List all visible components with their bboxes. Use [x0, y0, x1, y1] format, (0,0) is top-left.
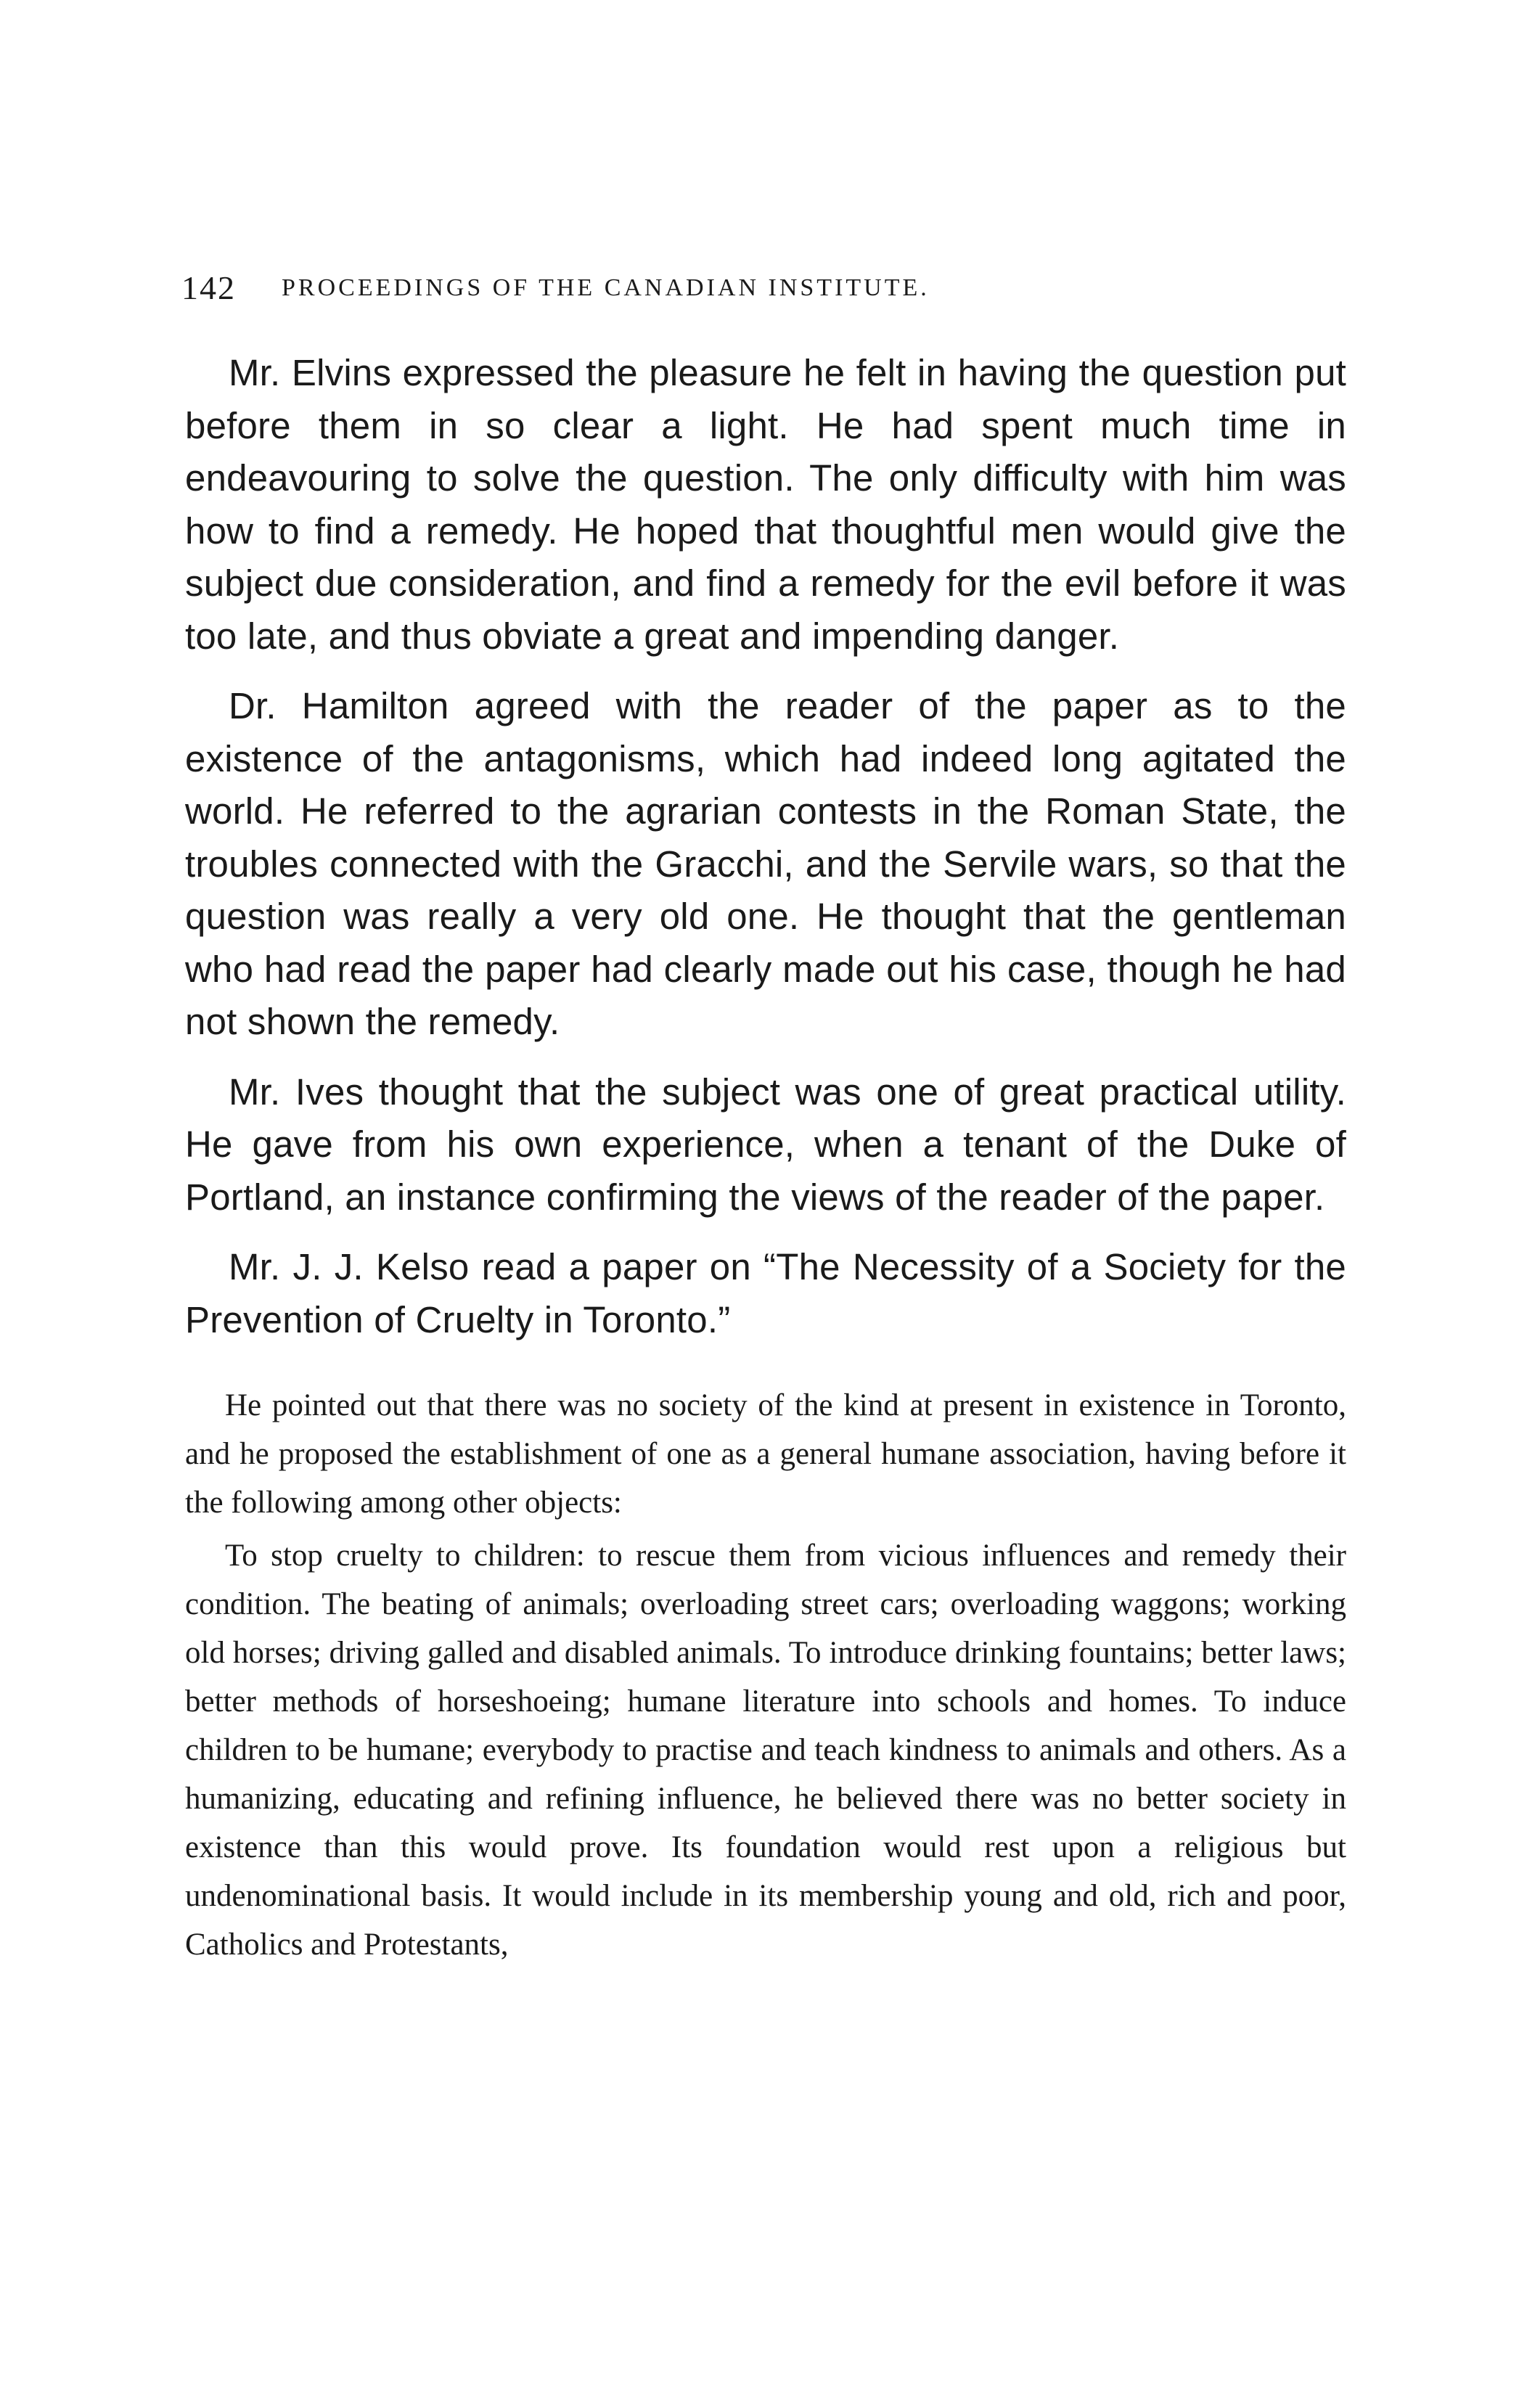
paragraph-kelso: Mr. J. J. Kelso read a paper on “The Necessity of a Society for the Prevention of Cruelty in Toronto.” [185, 1246, 1346, 1340]
section-gap [185, 1364, 1346, 1381]
paper-summary-paragraph-1: He pointed out that there was no society of the kind at present in existence in Toronto, and he proposed the establishment of one as a general humane association, having before it the following among other objects: [185, 1388, 1346, 1520]
page-number: 142 [181, 269, 236, 306]
running-head: PROCEEDINGS OF THE CANADIAN INSTITUTE. [282, 274, 930, 301]
paragraph-elvins: Mr. Elvins expressed the pleasure he felt in having the question put before them in so clear a light. He had spent much time in endeavouring to solve the question. The only difficulty with him was how to find a remedy. He hoped that thoughtful men would give the subject due consideration, and find a remedy for the evil before it was too late, and thus obviate a great and impending danger. [185, 352, 1346, 657]
paragraph-hamilton: Dr. Hamilton agreed with the reader of the paper as to the existence of the antagonisms, which had indeed long agitated the world. He referred to the agrarian contests in the Roman State, the troubles connected with the Gracchi, and the Servile wars, so that the question was really a very old one. He thought that the gentleman who had read the paper had clearly made out his case, though he had not shown the remedy. [185, 685, 1346, 1042]
paragraph-ives: Mr. Ives thought that the subject was one of great practical utility. He gave from his own experience, when a tenant of the Duke of Portland, an instance confirming the views of the reader of the paper. [185, 1070, 1346, 1218]
page-body [185, 347, 1346, 1973]
page-header [181, 269, 1350, 312]
paper-summary-paragraph-2: To stop cruelty to children: to rescue them from vicious influences and remedy their condition. The beating of animals; overloading street cars; overloading waggons; working old horses; driving galled and disabled animals. To introduce drinking fountains; better laws; better methods of horseshoeing; humane literature into schools and homes. To induce children to be humane; everybody to practise and teach kindness to animals and others. As a humanizing, educating and refining influence, he believed there was no better society in existence than this would prove. Its foundation would rest upon a religious but undenominational basis. It would include in its membership young and old, rich and poor, Catholics and Protestants, [185, 1539, 1346, 1962]
